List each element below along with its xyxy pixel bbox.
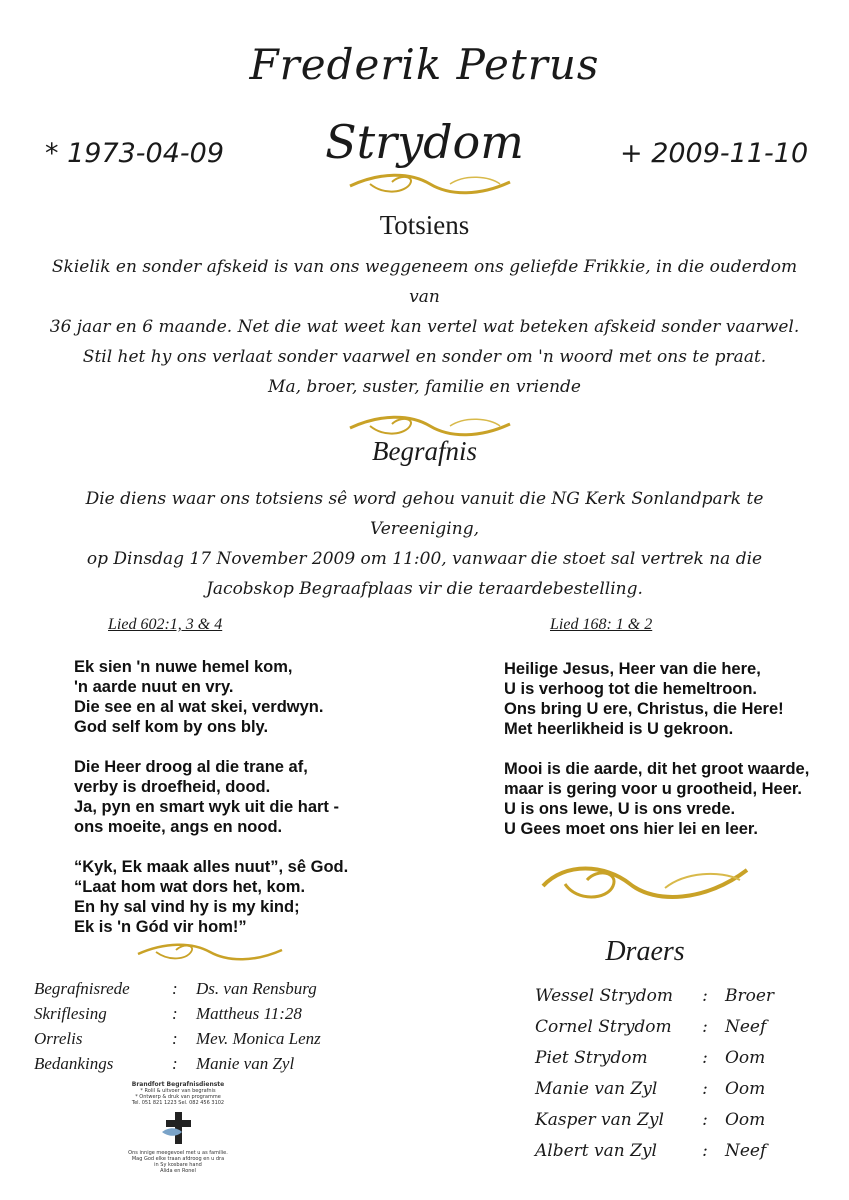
gold-swirl-ornament: [130, 940, 290, 966]
lyric-line: U is ons lewe, U is ons vrede.: [504, 800, 736, 818]
draers-list: [535, 980, 805, 1166]
lyric-line: U Gees moet ons hier lei en leer.: [504, 820, 759, 838]
condolence-signature: Alida en Ronel: [160, 1168, 196, 1174]
draer-separator: :: [702, 1140, 708, 1161]
role-row: [34, 976, 396, 1001]
cross-dove-icon: [158, 1110, 198, 1146]
role-row: [34, 1001, 396, 1026]
draer-name: Albert van Zyl: [535, 1140, 657, 1161]
lyric-line: maar is gering voor u grootheid, Heer.: [504, 780, 802, 798]
lyric-line: Ja, pyn en smart wyk uit die hart -: [74, 798, 339, 816]
totsiens-line: Stil het hy ons verlaat sonder vaarwel en sonder om 'n woord met ons te praat.: [82, 347, 767, 367]
draer-separator: :: [702, 1109, 708, 1130]
draer-row: [535, 1104, 805, 1135]
company-line: * Rolil & uitvoer van begrafnis: [140, 1088, 216, 1094]
condolence-line: in Sy kosbare hand: [154, 1162, 202, 1168]
draer-separator: :: [702, 985, 708, 1006]
draer-row: [535, 1042, 805, 1073]
role-row: [34, 1051, 396, 1076]
surname: Strydom: [325, 115, 524, 169]
hymn-right-lyrics: [504, 659, 834, 859]
draer-relation: Oom: [725, 1078, 766, 1099]
role-separator: :: [172, 1028, 178, 1048]
draer-relation: Neef: [725, 1016, 767, 1037]
role-separator: :: [172, 1053, 178, 1073]
lyric-line: U is verhoog tot die hemeltroon.: [504, 680, 758, 698]
hymn-left-title: Lied 602:1, 3 & 4: [108, 616, 223, 633]
draer-name: Manie van Zyl: [535, 1078, 658, 1099]
totsiens-line: Skielik en sonder afskeid is van ons weggeneem ons geliefde Frikkie, in die ouderdom van: [51, 257, 798, 307]
lyric-line: Mooi is die aarde, dit het groot waarde,: [504, 760, 810, 778]
draer-relation: Neef: [725, 1140, 767, 1161]
condolence-line: Mag God elke traan afdroog en u dra: [131, 1156, 225, 1162]
draer-relation: Broer: [725, 985, 775, 1006]
lyric-line: God self kom by ons bly.: [74, 718, 269, 736]
lyric-line: 'n aarde nuut en vry.: [74, 678, 234, 696]
totsiens-line: 36 jaar en 6 maande. Net die wat weet kan vertel wat beteken afskeid sonder vaarwel.: [49, 317, 800, 337]
lyric-line: Die Heer droog al die trane af,: [74, 758, 308, 776]
begrafnis-line: op Dinsdag 17 November 2009 om 11:00, vanwaar die stoet sal vertrek na die: [86, 549, 763, 569]
totsiens-signature: Ma, broer, suster, familie en vriende: [268, 377, 581, 397]
role-name: Manie van Zyl: [196, 1053, 295, 1073]
draer-row: [535, 1011, 805, 1042]
draer-row: [535, 1135, 805, 1166]
role-separator: :: [172, 1003, 178, 1023]
draer-relation: Oom: [725, 1109, 766, 1130]
role-label: Bedankings: [34, 1053, 114, 1073]
draer-separator: :: [702, 1016, 708, 1037]
gold-swirl-ornament-large: [535, 858, 755, 908]
role-name: Mattheus 11:28: [196, 1003, 302, 1023]
stanza: [74, 657, 394, 737]
stanza: [504, 659, 834, 739]
draer-name: Kasper van Zyl: [535, 1109, 664, 1130]
draer-row: [535, 1073, 805, 1104]
draer-separator: :: [702, 1078, 708, 1099]
draer-separator: :: [702, 1047, 708, 1068]
company-line: * Ontwerp & druk van programme: [135, 1094, 221, 1100]
draers-title: Draers: [605, 936, 685, 967]
birth-date: * 1973-04-09: [45, 138, 224, 169]
death-date: + 2009-11-10: [620, 138, 809, 169]
hymn-right-title: Lied 168: 1 & 2: [550, 616, 653, 633]
lyric-line: Ek is 'n Gód vir hom!”: [74, 918, 247, 936]
role-row: [34, 1026, 396, 1051]
draer-name: Piet Strydom: [535, 1047, 648, 1068]
stanza: [74, 857, 394, 937]
lyric-line: Die see en al wat skei, verdwyn.: [74, 698, 324, 716]
draer-row: [535, 980, 805, 1011]
condolence-line: Ons innige meegevoel met u as familie.: [128, 1150, 228, 1156]
role-name: Mev. Monica Lenz: [196, 1028, 321, 1048]
draer-name: Wessel Strydom: [535, 985, 673, 1006]
totsiens-paragraph: [40, 252, 809, 372]
draer-name: Cornel Strydom: [535, 1016, 672, 1037]
lyric-line: “Laat hom wat dors het, kom.: [74, 878, 306, 896]
totsiens-title: Totsiens: [379, 210, 470, 240]
role-label: Skriflesing: [34, 1003, 107, 1023]
funeral-service-logo: [118, 1082, 238, 1174]
lyric-line: Ons bring U ere, Christus, die Here!: [504, 700, 784, 718]
role-name: Ds. van Rensburg: [196, 978, 317, 998]
company-phones: Tel. 051 821 1223 Sel. 082 456 3102: [131, 1100, 225, 1106]
role-label: Begrafnisrede: [34, 978, 130, 998]
hymn-left-lyrics: [74, 657, 394, 957]
begrafnis-title: Begrafnis: [372, 436, 477, 466]
service-roles: [34, 976, 396, 1076]
stanza: [74, 757, 394, 837]
lyric-line: verby is droefheid, dood.: [74, 778, 271, 796]
stanza: [504, 759, 834, 839]
lyric-line: Met heerlikheid is U gekroon.: [504, 720, 734, 738]
lyric-line: Heilige Jesus, Heer van die here,: [504, 660, 761, 678]
draer-relation: Oom: [725, 1047, 766, 1068]
role-separator: :: [172, 978, 178, 998]
begrafnis-paragraph: [40, 484, 809, 604]
gold-swirl-ornament: [340, 170, 520, 200]
role-label: Orrelis: [34, 1028, 83, 1048]
begrafnis-line: Die diens waar ons totsiens sê word gehou vanuit die NG Kerk Sonlandpark te Vereeniging,: [85, 489, 764, 539]
begrafnis-line: Jacobskop Begraafplaas vir die teraardebestelling.: [206, 579, 643, 599]
lyric-line: ons moeite, angs en nood.: [74, 818, 283, 836]
first-names: Frederik Petrus: [249, 40, 600, 89]
lyric-line: Ek sien 'n nuwe hemel kom,: [74, 658, 293, 676]
lyric-line: En hy sal vind hy is my kind;: [74, 898, 300, 916]
company-name: Brandfort Begrafnisdienste: [131, 1081, 225, 1088]
lyric-line: “Kyk, Ek maak alles nuut”, sê God.: [74, 858, 349, 876]
